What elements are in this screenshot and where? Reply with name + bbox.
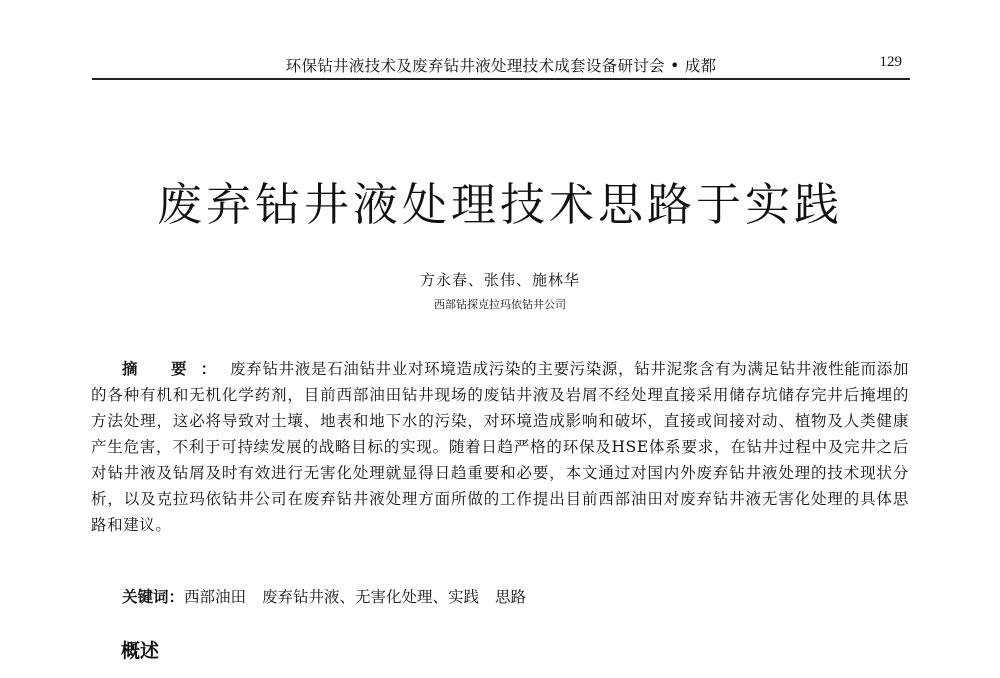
abstract (91, 356, 909, 538)
abstract-label: 摘 要： (122, 359, 231, 378)
affiliation: 西部钻探克拉玛依钻井公司 (434, 298, 566, 311)
running-header (92, 42, 910, 80)
section-heading: 概述 (121, 640, 160, 662)
keyword-2: 废弃钻井液、无害化处理、实践 (262, 588, 480, 606)
keywords-label: 关键词： (122, 587, 185, 606)
page-number: 129 (879, 54, 902, 70)
abstract-text: 废弃钻井液是石油钻井业对环境造成污染的主要污染源，钻井泥浆含有为满足钻井液性能而添加的各种有机和无机化学药剂，目前西部油田钻井现场的废钻井液及岩屑不经处理直接采用储存坑储存完井后掩埋的方法处理，这必将导致对土壤、地表和地下水的污染，对环境造成影响和破坏，直接或间接对动、植物及人类健康产生危害，不利于可持续发展的战略目标的实现。随着日趋严格的环保及HSE体系要求，在钻井过程中及完井之后对钻井液及钻屑及时有效进行无害化处理就显得日趋重要和必要，本文通过对国内外废弃钻井液处理的技术现状分析，以及克拉玛依钻井公司在废弃钻井液处理方面所做的工作提出目前西部油田对废弃钻井液无害化处理的具体思路和建议。 (91, 360, 909, 534)
keyword-3: 思路 (495, 588, 527, 606)
authors: 方永春、张伟、施林华 (419, 271, 580, 289)
keywords (91, 584, 909, 610)
paper-title: 废弃钻井液处理技术思路于实践 (156, 178, 843, 231)
keyword-1: 西部油田 (184, 588, 247, 606)
conference-title: 环保钻井液技术及废弃钻井液处理技术成套设备研讨会 • 成都 (285, 57, 717, 75)
